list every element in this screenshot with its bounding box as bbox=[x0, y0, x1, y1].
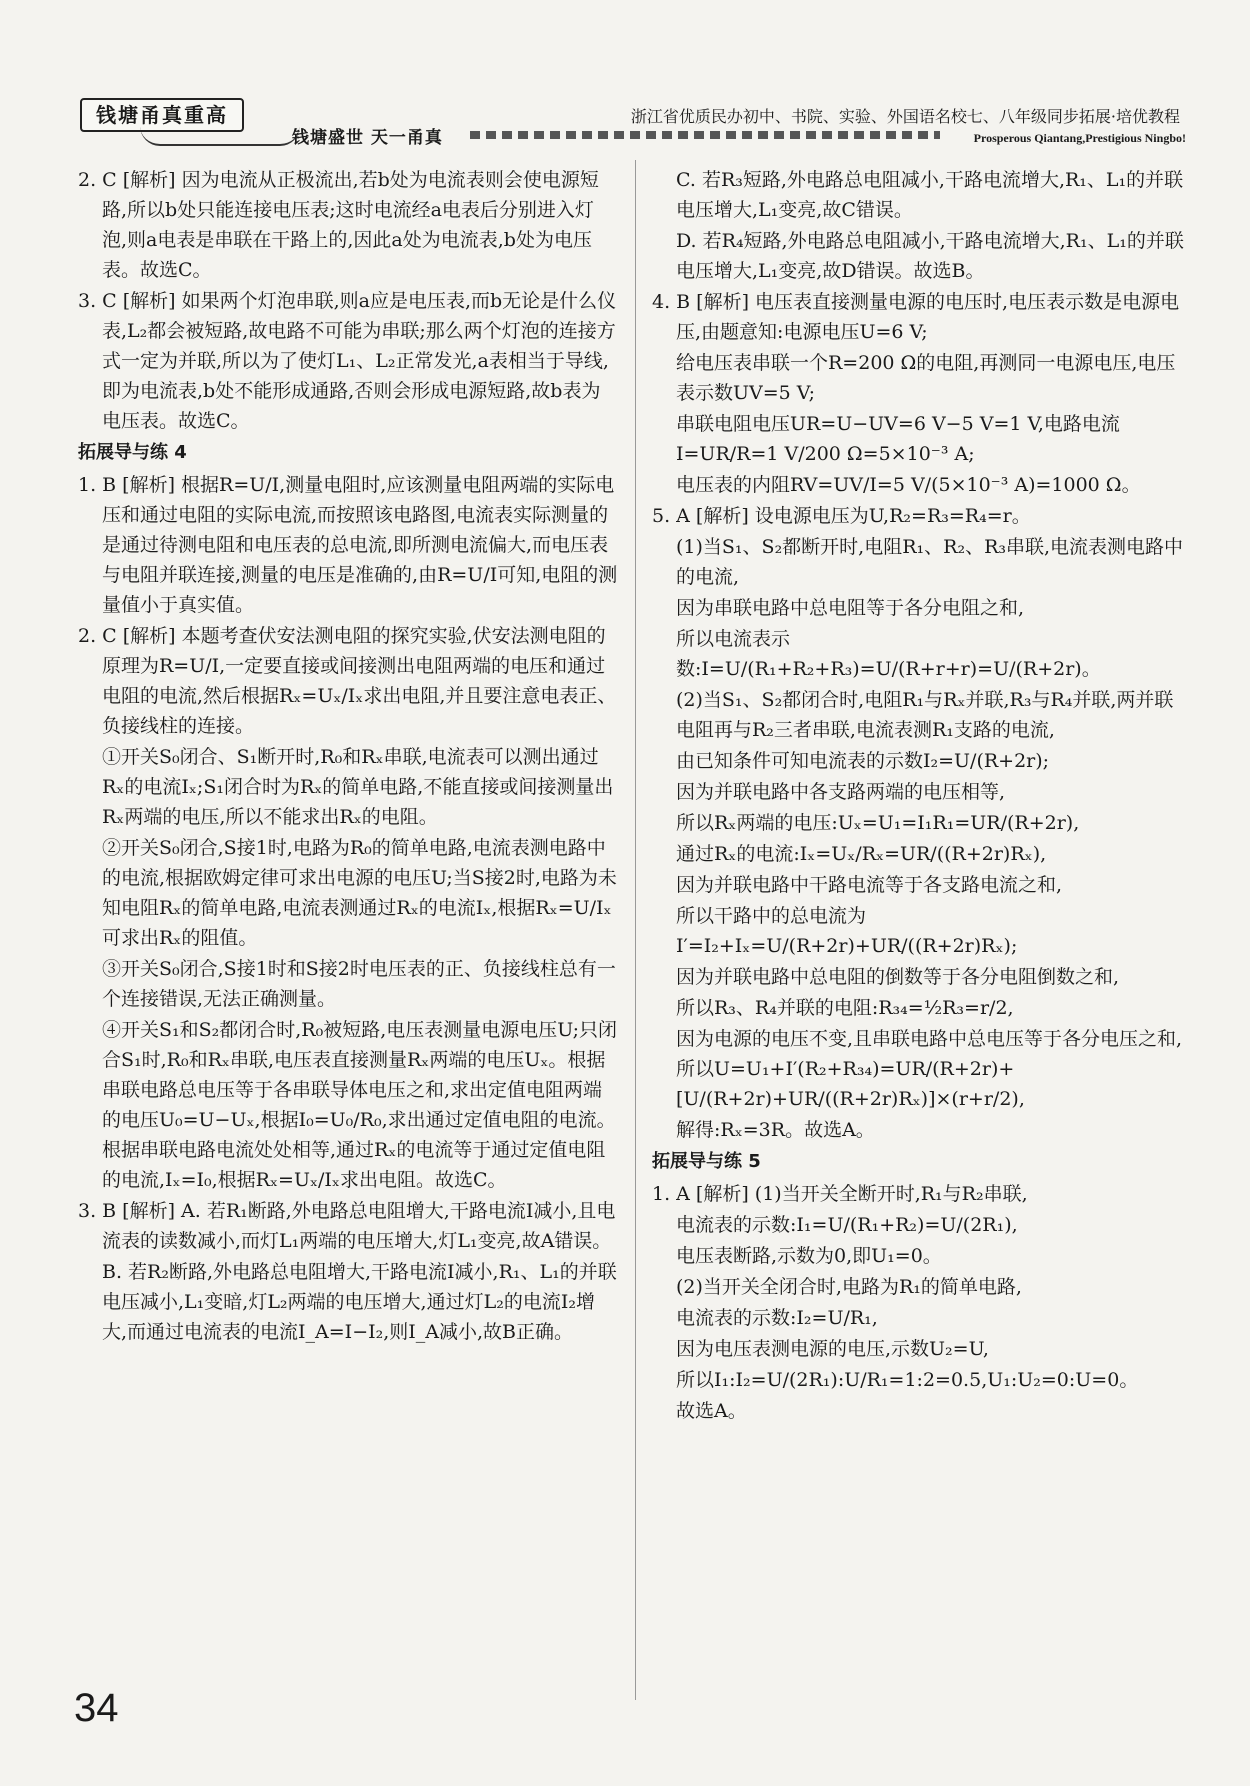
answer-4-5-line-8: 所以Rₓ两端的电压:Uₓ=U₁=I₁R₁=UR/(R+2r), bbox=[676, 812, 1080, 834]
answer-5-1-line-2: 电流表的示数:I₁=U/(R₁+R₂)=U/(2R₁), bbox=[676, 1214, 1018, 1236]
answer-4-5-line-14: 因为电源的电压不变,且串联电路中总电压等于各分电压之和,所以U=U₁+I′(R₂+R₃₄)=UR/(R+2r)+[U/(R+2r)+UR/((R+2r)Rₓ)]×(r+r/2), bbox=[676, 1028, 1183, 1110]
answer-4-5-line-13: 所以R₃、R₄并联的电阻:R₃₄=½R₃=r/2, bbox=[676, 997, 1014, 1019]
right-column bbox=[652, 165, 1192, 1427]
answer-4-3-c: C. 若R₃短路,外电路总电阻减小,干路电流增大,R₁、L₁的并联电压增大,L₁变亮,故C错误。 bbox=[676, 169, 1184, 221]
answer-2: 2. C [解析] 因为电流从正极流出,若b处为电流表则会使电源短路,所以b处只能连接电压表;这时电流经a电表后分别进入灯泡,则a电表是串联在干路上的,因此a处为电流表,b处为电压表。故选C。 bbox=[78, 169, 599, 281]
answer-5-1-line-5: 电流表的示数:I₂=U/R₁, bbox=[676, 1307, 878, 1329]
answer-4-5-line-5: (2)当S₁、S₂都闭合时,电阻R₁与Rₓ并联,R₃与R₄并联,两并联电阻再与R₂三者串联,电流表测R₁支路的电流, bbox=[676, 689, 1174, 741]
answer-4-5-line-7: 因为并联电路中各支路两端的电压相等, bbox=[676, 781, 1006, 803]
answer-4-3-d: D. 若R₄短路,外电路总电阻减小,干路电流增大,R₁、L₁的并联电压增大,L₁变亮,故D错误。故选B。 bbox=[676, 230, 1184, 282]
answer-5-1-line-8: 故选A。 bbox=[676, 1400, 747, 1422]
header-slogan: 钱塘盛世 天一甬真 bbox=[292, 128, 443, 148]
answer-4-2-option-1: ①开关S₀闭合、S₁断开时,R₀和Rₓ串联,电流表可以测出通过Rₓ的电流Iₓ;S₁闭合时为Rₓ的简单电路,不能直接或间接测量出Rₓ两端的电压,所以不能求出Rₓ的电阻。 bbox=[102, 746, 614, 828]
answer-4-5-line-3: 因为串联电路中总电阻等于各分电阻之和, bbox=[676, 597, 1025, 619]
answer-4-2-option-3: ③开关S₀闭合,S接1时和S接2时电压表的正、负接线柱总有一个连接错误,无法正确测量。 bbox=[102, 958, 616, 1010]
answer-4-4: 4. B [解析] 电压表直接测量电源的电压时,电压表示数是电源电压,由题意知:电源电压U=6 V; bbox=[652, 291, 1180, 343]
answer-4-4-line-4: 电压表的内阻RV=UV/I=5 V/(5×10⁻³ A)=1000 Ω。 bbox=[676, 474, 1141, 496]
answer-4-5-line-15: 解得:Rₓ=3R。故选A。 bbox=[676, 1119, 875, 1141]
answer-5-1-line-7: 所以I₁:I₂=U/(2R₁):U/R₁=1:2=0.5,U₁:U₂=0:U=0。 bbox=[676, 1369, 1139, 1391]
answer-4-5-line-11: 所以干路中的总电流为I′=I₂+Iₓ=U/(R+2r)+UR/((R+2r)Rₓ); bbox=[676, 905, 1018, 957]
answer-4-1: 1. B [解析] 根据R=U/I,测量电阻时,应该测量电阻两端的实际电压和通过电阻的实际电流,而按照该电路图,电流表实际测量的是通过待测电阻和电压表的总电流,即所测电流偏大,而电压表与电阻并联连接,测量的电压是准确的,由R=U/I可知,电阻的测量值小于真实值。 bbox=[78, 474, 618, 616]
answer-4-5-line-10: 因为并联电路中干路电流等于各支路电流之和, bbox=[676, 874, 1063, 896]
answer-4-5-line-2: (1)当S₁、S₂都断开时,电阻R₁、R₂、R₃串联,电流表测电路中的电流, bbox=[676, 536, 1184, 588]
answer-3: 3. C [解析] 如果两个灯泡串联,则a应是电压表,而b无论是什么仪表,L₂都会被短路,故电路不可能为串联;那么两个灯泡的连接方式一定为并联,所以为了使灯L₁、L₂正常发光,a表相当于导线,即为电流表,b处不能形成通路,否则会形成电源短路,故b表为电压表。故选C。 bbox=[78, 290, 617, 432]
answer-4-5-line-9: 通过Rₓ的电流:Iₓ=Uₓ/Rₓ=UR/((R+2r)Rₓ), bbox=[676, 843, 1047, 865]
brand-logo: 钱塘甬真重高 bbox=[80, 98, 244, 132]
answer-5-1-line-4: (2)当开关全闭合时,电路为R₁的简单电路, bbox=[676, 1276, 1022, 1298]
answer-5-1-line-3: 电压表断路,示数为0,即U₁=0。 bbox=[676, 1245, 942, 1267]
page-header bbox=[0, 0, 1250, 150]
english-slogan: Prosperous Qiantang,Prestigious Ningbo! bbox=[973, 131, 1186, 145]
section-heading-4: 拓展导与练 4 bbox=[78, 442, 187, 463]
answer-4-5-line-6: 由已知条件可知电流表的示数I₂=U/(R+2r); bbox=[676, 750, 1050, 772]
answer-5-1: 1. A [解析] (1)当开关全断开时,R₁与R₂串联, bbox=[652, 1183, 1028, 1205]
column-divider bbox=[635, 160, 636, 1700]
answer-5-1-line-6: 因为电压表测电源的电压,示数U₂=U, bbox=[676, 1338, 989, 1360]
brand-swoosh bbox=[140, 126, 300, 146]
answer-4-5-line-4: 所以电流表示数:I=U/(R₁+R₂+R₃)=U/(R+r+r)=U/(R+2r)。 bbox=[676, 628, 1101, 680]
answer-4-3: 3. B [解析] A. 若R₁断路,外电路总电阻增大,干路电流I减小,且电流表的读数减小,而灯L₁两端的电压增大,灯L₁变亮,故A错误。 bbox=[78, 1200, 616, 1252]
answer-4-4-line-2: 给电压表串联一个R=200 Ω的电阻,再测同一电源电压,电压表示数UV=5 V; bbox=[676, 352, 1176, 404]
answer-4-2-option-4: ④开关S₁和S₂都闭合时,R₀被短路,电压表测量电源电压U;只闭合S₁时,R₀和Rₓ串联,电压表直接测量Rₓ两端的电压Uₓ。根据串联电路总电压等于各串联导体电压之和,求出定值电阻两端的电压U₀=U−Uₓ,根据I₀=U₀/R₀,求出通过定值电阻的电流。根据串联电路电流处处相等,通过Rₓ的电流等于通过定值电阻的电流,Iₓ=I₀,根据Rₓ=Uₓ/Iₓ求出电阻。故选C。 bbox=[102, 1019, 618, 1191]
answer-4-2: 2. C [解析] 本题考查伏安法测电阻的探究实验,伏安法测电阻的原理为R=U/I,一定要直接或间接测出电阻两端的电压和通过电阻的电流,然后根据Rₓ=Uₓ/Iₓ求出电阻,并且要注意电表正、负接线柱的连接。 bbox=[78, 625, 617, 737]
answer-4-2-option-2: ②开关S₀闭合,S接1时,电路为R₀的简单电路,电流表测电路中的电流,根据欧姆定律可求出电源的电压U;当S接2时,电路为未知电阻Rₓ的简单电路,电流表测通过Rₓ的电流Iₓ,根据Rₓ=U/Iₓ可求出Rₓ的阻值。 bbox=[102, 837, 617, 949]
answer-4-5: 5. A [解析] 设电源电压为U,R₂=R₃=R₄=r。 bbox=[652, 505, 1031, 527]
left-column bbox=[78, 165, 618, 1348]
page-number: 34 bbox=[74, 1686, 119, 1730]
answer-4-3-b: B. 若R₂断路,外电路总电阻增大,干路电流I减小,R₁、L₁的并联电压减小,L₁变暗,灯L₂两端的电压增大,通过灯L₂的电流I₂增大,而通过电流表的电流I_A=I−I₂,则I_A减小,故B正确。 bbox=[102, 1261, 617, 1343]
header-dash-bar bbox=[470, 131, 940, 139]
answer-4-4-line-3: 串联电阻电压UR=U−UV=6 V−5 V=1 V,电路电流I=UR/R=1 V/200 Ω=5×10⁻³ A; bbox=[676, 413, 1120, 465]
series-title: 浙江省优质民办初中、书院、实验、外国语名校七、八年级同步拓展·培优教程 bbox=[630, 107, 1180, 126]
answer-4-5-line-12: 因为并联电路中总电阻的倒数等于各分电阻倒数之和, bbox=[676, 966, 1120, 988]
section-heading-5: 拓展导与练 5 bbox=[652, 1151, 761, 1172]
